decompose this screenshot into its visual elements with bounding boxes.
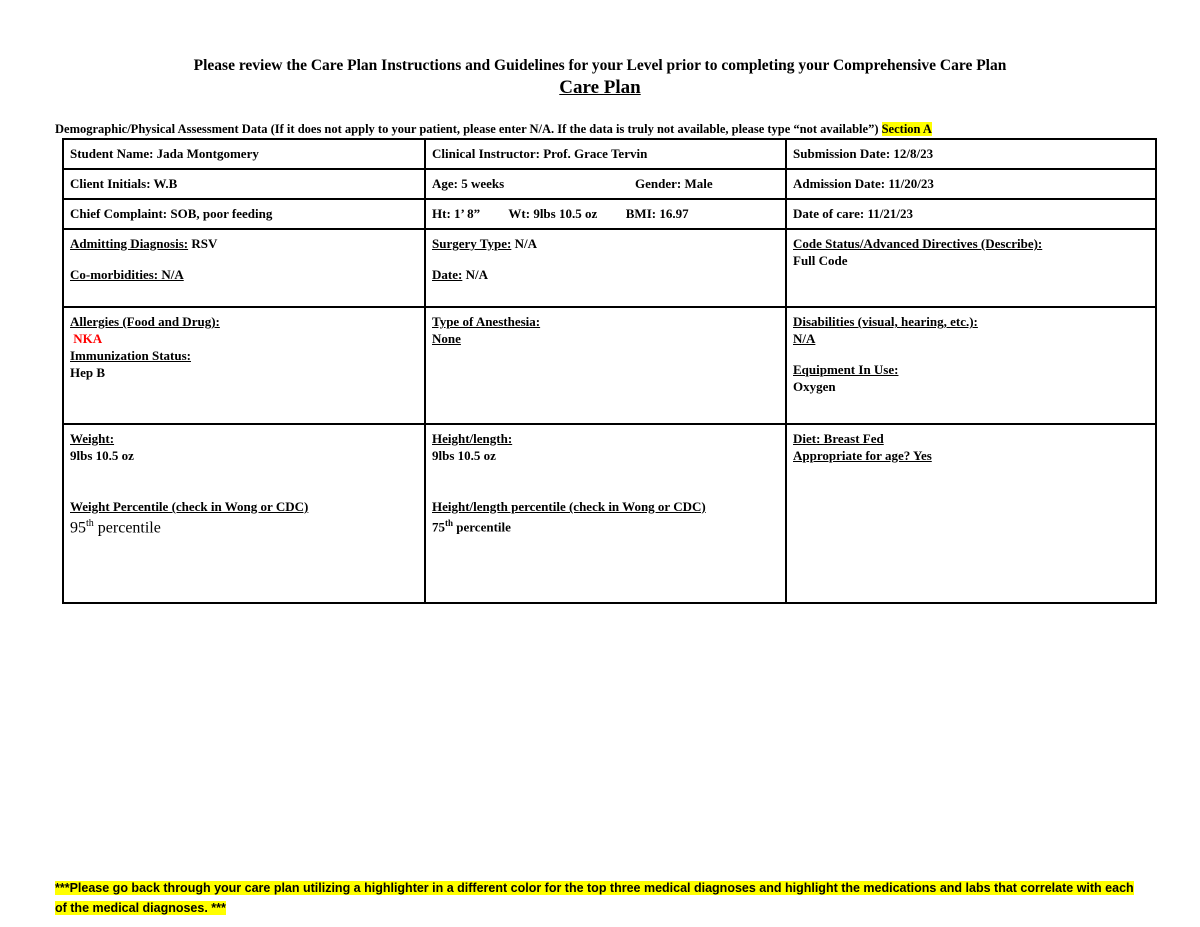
height-measure: Ht: 1’ 8” xyxy=(432,206,481,221)
table-row xyxy=(63,169,1156,199)
weight-percentile-value xyxy=(70,515,418,536)
admission-date: Admission Date: 11/20/23 xyxy=(793,176,934,191)
weight-percentile-number: 95 xyxy=(70,519,86,537)
diet-appropriate: Appropriate for age? Yes xyxy=(793,448,932,463)
weight-percentile-text: percentile xyxy=(93,519,161,537)
allergies-value: NKA xyxy=(70,331,103,346)
table-row xyxy=(63,229,1156,307)
instruction-heading: Please review the Care Plan Instructions and Guidelines for your Level prior to completing your Comprehensive Care Plan xyxy=(193,57,1007,74)
disabilities-value: N/A xyxy=(793,331,816,346)
instructor-cell xyxy=(425,139,786,169)
weight-cell xyxy=(63,424,425,603)
allergies-label: Allergies (Food and Drug): xyxy=(70,314,220,329)
assessment-table xyxy=(62,138,1157,604)
height-percentile-value xyxy=(432,515,779,535)
code-status-cell xyxy=(786,229,1156,307)
table-row xyxy=(63,307,1156,424)
equipment-label: Equipment In Use: xyxy=(793,362,899,377)
table-row xyxy=(63,139,1156,169)
height-cell xyxy=(425,424,786,603)
section-text: Demographic/Physical Assessment Data (If it does not apply to your patient, please enter N/A. If the data is truly not available, please type “not available”) xyxy=(55,122,879,136)
allergies-cell xyxy=(63,307,425,424)
surgery-type-value: N/A xyxy=(511,236,537,251)
bmi: BMI: 16.97 xyxy=(625,206,689,221)
height-value: 9lbs 10.5 oz xyxy=(432,448,496,463)
age-gender-cell xyxy=(425,169,786,199)
surgery-cell xyxy=(425,229,786,307)
submission-date: Submission Date: 12/8/23 xyxy=(793,146,934,161)
admission-date-cell xyxy=(786,169,1156,199)
anesthesia-cell xyxy=(425,307,786,424)
code-status-label: Code Status/Advanced Directives (Describe): xyxy=(793,236,1043,251)
weight-measure: Wt: 9lbs 10.5 oz xyxy=(508,206,598,221)
immunization-label: Immunization Status: xyxy=(70,348,191,363)
diet-cell xyxy=(786,424,1156,603)
anesthesia-label: Type of Anesthesia: xyxy=(432,314,541,329)
client-initials-cell xyxy=(63,169,425,199)
date-of-care-cell xyxy=(786,199,1156,229)
disabilities-cell xyxy=(786,307,1156,424)
surgery-date-label: Date: xyxy=(432,267,463,282)
submission-date-cell xyxy=(786,139,1156,169)
chief-complaint: Chief Complaint: SOB, poor feeding xyxy=(70,206,273,221)
gender: Gender: Male xyxy=(635,176,713,191)
height-label: Height/length: xyxy=(432,431,513,446)
section-tag: Section A xyxy=(881,122,932,136)
footer-note xyxy=(55,878,1135,918)
chief-complaint-cell xyxy=(63,199,425,229)
anesthesia-value: None xyxy=(432,331,461,346)
surgery-type-label: Surgery Type: xyxy=(432,236,512,251)
disabilities-label: Disabilities (visual, hearing, etc.): xyxy=(793,314,978,329)
table-row xyxy=(63,199,1156,229)
date-of-care: Date of care: 11/21/23 xyxy=(793,206,913,221)
height-percentile-number: 75 xyxy=(432,519,445,535)
comorbidities: Co-morbidities: N/A xyxy=(70,267,184,282)
measurements-cell xyxy=(425,199,786,229)
table-row xyxy=(63,424,1156,603)
weight-percentile-label: Weight Percentile (check in Wong or CDC) xyxy=(70,499,309,514)
clinical-instructor: Clinical Instructor: Prof. Grace Tervin xyxy=(432,146,648,161)
diet-label: Diet: Breast Fed xyxy=(793,431,884,446)
student-name-cell xyxy=(63,139,425,169)
height-percentile-label: Height/length percentile (check in Wong or CDC) xyxy=(432,499,706,514)
height-percentile-text: percentile xyxy=(453,519,511,535)
client-initials: Client Initials: W.B xyxy=(70,176,178,191)
admitting-diagnosis-value: RSV xyxy=(188,236,218,251)
equipment-value: Oxygen xyxy=(793,379,836,394)
weight-percentile-suffix: th xyxy=(86,518,94,529)
admitting-diagnosis-label: Admitting Diagnosis: xyxy=(70,236,189,251)
section-description xyxy=(55,122,932,137)
age: Age: 5 weeks xyxy=(432,176,505,191)
student-name: Student Name: Jada Montgomery xyxy=(70,146,259,161)
code-status-value: Full Code xyxy=(793,253,848,268)
page-title: Care Plan xyxy=(559,77,641,98)
weight-label: Weight: xyxy=(70,431,115,446)
footer-note-text: ***Please go back through your care plan utilizing a highlighter in a different color for the top three medical diagnoses and highlight the medications and labs that correlate with each of the medical diagnoses. *** xyxy=(55,881,1134,915)
immunization-value: Hep B xyxy=(70,365,106,380)
diagnosis-cell xyxy=(63,229,425,307)
height-percentile-suffix: th xyxy=(445,518,454,528)
surgery-date-value: N/A xyxy=(462,267,488,282)
weight-value: 9lbs 10.5 oz xyxy=(70,448,134,463)
